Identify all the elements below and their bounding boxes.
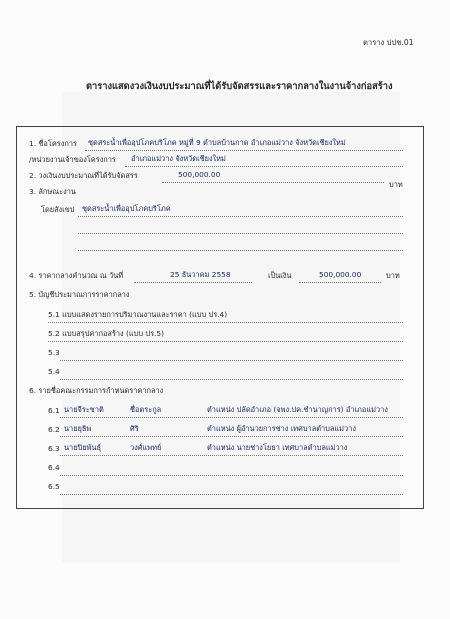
committee-member-lastname: ศิริ (130, 424, 139, 433)
committee-member-position: ตำแหน่ง ปลัดอำเภอ (จพง.ปค.ชำนาญการ) อำเภอแม่วาง (207, 405, 388, 414)
reference-date-line (134, 282, 252, 283)
work-type-sublabel: โดยสังเขป (41, 205, 75, 214)
price-list-line (48, 322, 403, 323)
committee-member-number: 6.3 (48, 444, 60, 453)
committee-member-position: ตำแหน่ง ผู้อำนวยการช่าง เทศบาลตำบลแม่วาง (207, 424, 356, 433)
price-list-line (60, 379, 403, 380)
budget-unit: บาท (389, 180, 403, 189)
reference-price-label: 4. ราคากลางคำนวณ ณ วันที่ (29, 271, 124, 280)
price-list-item: 5.4 (48, 367, 60, 376)
reference-amount-value: 500,000.00 (319, 270, 362, 279)
price-list-item: 5.2 แบบสรุปค่าก่อสร้าง (แบบ ปร.5) (48, 329, 164, 338)
budget-line (162, 182, 384, 183)
committee-member-line (60, 455, 403, 456)
agency-value: อำเภอแม่วาง จังหวัดเชียงใหม่ (131, 154, 226, 163)
price-list-line (48, 341, 403, 342)
committee-member-line (60, 417, 403, 418)
budget-value: 500,000.00 (178, 170, 221, 179)
reference-price-date: 25 ธันวาคม 2558 (170, 270, 231, 279)
reference-amount-label: เป็นเงิน (268, 271, 292, 280)
project-name-line (85, 150, 403, 151)
committee-member-lastname: วงศ์แพทย์ (130, 443, 162, 452)
budget-label: 2. วงเงินงบประมาณที่ได้รับจัดสรร (29, 171, 138, 180)
work-type-label: 3. ลักษณะงาน (29, 187, 76, 196)
agency-line (125, 166, 403, 167)
committee-member-firstname: นายปิยพันธุ์ (64, 443, 101, 452)
reference-amount-line (299, 282, 381, 283)
committee-member-number: 6.2 (48, 425, 60, 434)
committee-member-position: ตำแหน่ง นายช่างโยธา เทศบาลตำบลแม่วาง (207, 443, 348, 452)
price-list-item: 5.1 แบบแสดงรายการปริมาณงานและราคา (แบบ ปร.4) (48, 310, 228, 319)
committee-member-number: 6.5 (48, 482, 60, 491)
price-list-item: 5.3 (48, 348, 60, 357)
committee-member-line (60, 475, 403, 476)
committee-member-firstname: นายยุธิพ (64, 424, 92, 433)
committee-member-firstname: นายจีระชาติ (64, 405, 104, 414)
committee-member-number: 6.1 (48, 406, 60, 415)
price-list-label: 5. บัญชีประมาณการราคากลาง (29, 290, 130, 299)
price-list-line (60, 360, 403, 361)
form-code: ตาราง ปปช.01 (363, 38, 414, 47)
committee-member-lastname: ชื่อตระกูล (130, 405, 162, 414)
work-type-line-2 (78, 233, 403, 234)
agency-label: /หน่วยงานเจ้าของโครงการ (29, 155, 116, 164)
committee-label: 6. รายชื่อคณะกรรมการกำหนดราคากลาง (29, 386, 164, 395)
work-type-line-1 (78, 216, 403, 217)
project-name-value: ชุดสระน้ำเพื่ออุปโภคบริโภค หมู่ที่ 9 ตำบลบ้านกาด อำเภอแม่วาง จังหวัดเชียงใหม่ (88, 138, 346, 147)
document-heading: ตารางแสดงวงเงินงบประมาณที่ได้รับจัดสรรและราคากลางในงานจ้างก่อสร้าง (86, 81, 393, 92)
project-name-label: 1. ชื่อโครงการ (29, 139, 77, 148)
work-type-line-3 (78, 250, 403, 251)
committee-member-number: 6.4 (48, 463, 60, 472)
reference-amount-unit: บาท (386, 271, 400, 280)
committee-member-line (60, 436, 403, 437)
work-type-value: ชุดสระน้ำเพื่ออุปโภคบริโภค (82, 204, 171, 213)
committee-member-line (60, 494, 403, 495)
